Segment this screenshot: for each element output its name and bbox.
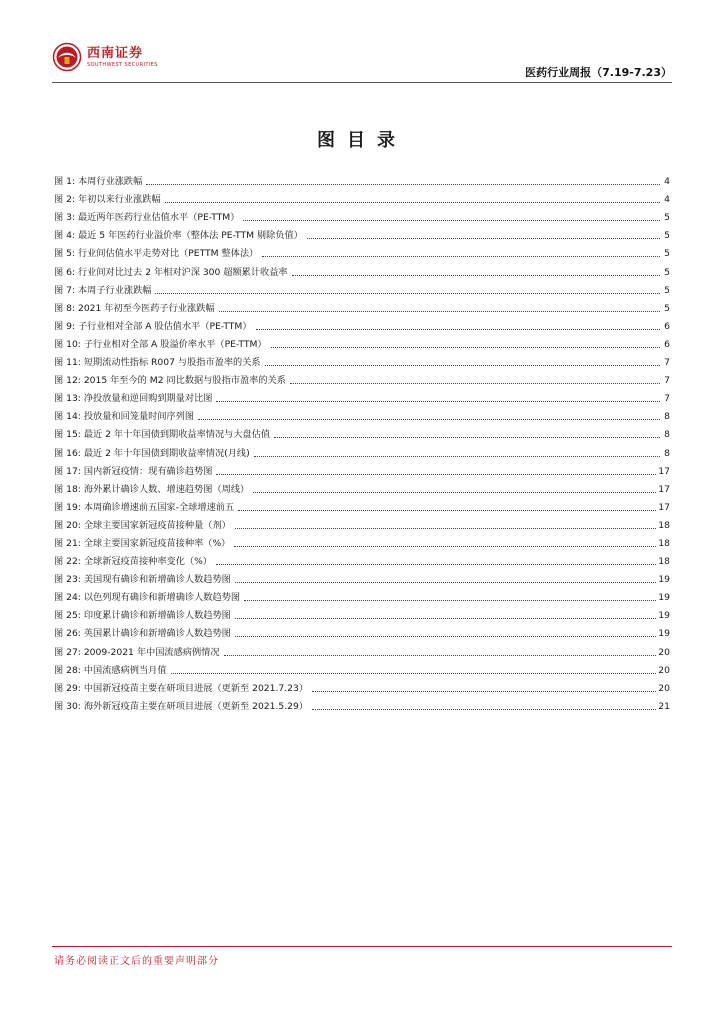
toc-entry[interactable]: [54, 568, 670, 586]
toc-dot-leader: [216, 474, 656, 475]
toc-dot-leader: [253, 492, 656, 493]
toc-dot-leader: [165, 202, 660, 203]
toc-entry[interactable]: [54, 604, 670, 622]
toc-entry-page-number[interactable]: 5: [664, 284, 670, 296]
toc-dot-leader: [254, 456, 660, 457]
toc-entry-label[interactable]: 图 2: 年初以来行业涨跌幅: [54, 194, 161, 206]
toc-entry-page-number[interactable]: 8: [664, 411, 670, 423]
toc-title: 图目录: [317, 130, 407, 151]
toc-dot-leader: [234, 546, 656, 547]
toc-entry[interactable]: [54, 423, 670, 441]
toc-entry-page-number[interactable]: 19: [658, 574, 670, 586]
toc-entry-page-number[interactable]: 7: [664, 357, 670, 369]
toc-entry-page-number[interactable]: 17: [658, 483, 670, 495]
logo-english-name: SOUTHWEST SECURITIES: [87, 61, 158, 68]
toc-entry[interactable]: [54, 478, 670, 496]
toc-entry-page-number[interactable]: 6: [664, 338, 670, 350]
toc-dot-leader: [243, 220, 660, 221]
toc-entry-page-number[interactable]: 18: [658, 519, 670, 531]
toc-dot-leader: [292, 275, 660, 276]
toc-dot-leader: [219, 311, 660, 312]
toc-entry-label[interactable]: 图 10: 子行业相对全部 A 股溢价率水平（PE-TTM）: [54, 338, 267, 350]
toc-dot-leader: [307, 238, 660, 239]
toc-entry-page-number[interactable]: 17: [658, 465, 670, 477]
toc-entry[interactable]: [54, 224, 670, 242]
toc-entry-label[interactable]: 图 15: 最近 2 年十年国债到期收益率情况与大盘估值: [54, 429, 271, 441]
toc-entry-label[interactable]: 图 3: 最近两年医药行业估值水平（PE-TTM）: [54, 212, 240, 224]
toc-entry-page-number[interactable]: 5: [664, 302, 670, 314]
toc-entry-label[interactable]: 图 6: 行业间对比过去 2 年相对沪深 300 超额累计收益率: [54, 266, 288, 278]
toc-dot-leader: [312, 709, 656, 710]
toc-entry[interactable]: [54, 242, 670, 260]
header-divider: [52, 82, 672, 83]
toc-entry-label[interactable]: 图 25: 印度累计确诊和新增确诊人数趋势图: [54, 610, 231, 622]
toc-entry-page-number[interactable]: 20: [658, 664, 670, 676]
toc-dot-leader: [312, 691, 656, 692]
toc-entry-page-number[interactable]: 6: [664, 320, 670, 332]
toc-entry-label[interactable]: 图 16: 最近 2 年十年国债到期收益率情况(月线): [54, 447, 250, 459]
toc-dot-leader: [238, 510, 656, 511]
toc-entry-label[interactable]: 图 17: 国内新冠疫情：现有确诊趋势图: [54, 465, 213, 477]
toc-entry-page-number[interactable]: 8: [664, 429, 670, 441]
toc-dot-leader: [274, 437, 660, 438]
toc-entry[interactable]: [54, 333, 670, 351]
toc-entry-label[interactable]: 图 23: 美国现有确诊和新增确诊人数趋势图: [54, 574, 231, 586]
toc-dot-leader: [198, 419, 660, 420]
toc-entry-page-number[interactable]: 18: [658, 537, 670, 549]
toc-entry[interactable]: [54, 351, 670, 369]
toc-entry-label[interactable]: 图 28: 中国流感病例当月值: [54, 664, 167, 676]
toc-dot-leader: [146, 184, 660, 185]
toc-entry-label[interactable]: 图 14: 投放量和回笼量时间序列图: [54, 411, 195, 423]
toc-dot-leader: [244, 600, 656, 601]
toc-entry-label[interactable]: 图 5: 行业间估值水平走势对比（PETTM 整体法）: [54, 248, 259, 260]
toc-entry-label[interactable]: 图 9: 子行业相对全部 A 股估值水平（PE-TTM）: [54, 320, 252, 332]
toc-entry-page-number[interactable]: 5: [664, 266, 670, 278]
toc-entry-page-number[interactable]: 19: [658, 610, 670, 622]
page-header: [52, 40, 672, 84]
toc-dot-leader: [256, 329, 660, 330]
toc-dot-leader: [235, 582, 656, 583]
toc-dot-leader: [235, 618, 656, 619]
toc-entry-page-number[interactable]: 4: [664, 194, 670, 206]
logo-chinese-name: 西南证券: [87, 45, 144, 61]
toc-entry[interactable]: [54, 315, 670, 333]
toc-entry-label[interactable]: 图 22: 全球新冠疫苗接种率变化（%）: [54, 556, 212, 568]
toc-entry[interactable]: [54, 279, 670, 297]
toc-entry-page-number[interactable]: 20: [658, 646, 670, 658]
toc-entry[interactable]: [54, 297, 670, 315]
toc-entry[interactable]: [54, 550, 670, 568]
toc-entry[interactable]: [54, 260, 670, 278]
toc-entry-label[interactable]: 图 7: 本周子行业涨跌幅: [54, 284, 152, 296]
toc-entry-label[interactable]: 图 30: 海外新冠疫苗主要在研项目进展（更新至 2021.5.29）: [54, 700, 309, 712]
toc-entry-label[interactable]: 图 27: 2009-2021 年中国流感病例情况: [54, 646, 220, 658]
toc-entry-label[interactable]: 图 20: 全球主要国家新冠疫苗接种量（剂）: [54, 519, 231, 531]
logo-emblem-icon: [52, 42, 82, 72]
toc-entry-label[interactable]: 图 8: 2021 年初至今医药子行业涨跌幅: [54, 302, 215, 314]
toc-entry-page-number[interactable]: 5: [664, 248, 670, 260]
toc-entry[interactable]: [54, 188, 670, 206]
toc-entry[interactable]: [54, 695, 670, 713]
toc-dot-leader: [216, 564, 656, 565]
toc-entry[interactable]: [54, 640, 670, 658]
toc-entry-page-number[interactable]: 4: [664, 176, 670, 188]
toc-entry-label[interactable]: 图 24: 以色列现有确诊和新增确诊人数趋势图: [54, 592, 241, 604]
toc-entry-page-number[interactable]: 19: [658, 592, 670, 604]
toc-entry[interactable]: [54, 206, 670, 224]
company-logo: [52, 42, 158, 72]
toc-entry-page-number[interactable]: 20: [658, 682, 670, 694]
toc-entry[interactable]: [54, 677, 670, 695]
toc-entry-page-number[interactable]: 21: [658, 700, 670, 712]
footer-disclaimer-notice: 请务必阅读正文后的重要声明部分: [54, 956, 219, 967]
toc-entry-label[interactable]: 图 21: 全球主要国家新冠疫苗接种率（%）: [54, 537, 231, 549]
toc-entry[interactable]: [54, 622, 670, 640]
toc-entry-label[interactable]: 图 12: 2015 年至今的 M2 同比数据与股指市盈率的关系: [54, 375, 286, 387]
toc-entry[interactable]: [54, 532, 670, 550]
toc-entry-label[interactable]: 图 13: 净投放量和逆回购到期量对比图: [54, 393, 213, 405]
toc-entry[interactable]: [54, 369, 670, 387]
toc-entry-label[interactable]: 图 19: 本周确诊增速前五国家-全球增速前五: [54, 501, 235, 513]
toc-entry-page-number[interactable]: 19: [658, 628, 670, 640]
toc-dot-leader: [224, 655, 657, 656]
toc-entry-page-number[interactable]: 17: [658, 501, 670, 513]
toc-entry-label[interactable]: 图 11: 短期流动性指标 R007 与股指市盈率的关系: [54, 357, 261, 369]
toc-entry[interactable]: [54, 514, 670, 532]
toc-entry-page-number[interactable]: 7: [664, 375, 670, 387]
toc-entry[interactable]: [54, 460, 670, 478]
toc-entry[interactable]: [54, 441, 670, 459]
toc-entry-page-number[interactable]: 5: [664, 212, 670, 224]
toc-entry[interactable]: [54, 659, 670, 677]
toc-dot-leader: [290, 383, 660, 384]
toc-dot-leader: [262, 256, 660, 257]
figure-table-of-contents: [54, 170, 670, 713]
toc-entry[interactable]: [54, 387, 670, 405]
toc-entry[interactable]: [54, 496, 670, 514]
toc-dot-leader: [216, 401, 660, 402]
toc-entry-label[interactable]: 图 18: 海外累计确诊人数、增速趋势图（周线）: [54, 483, 250, 495]
toc-entry-label[interactable]: 图 4: 最近 5 年医药行业溢价率（整体法 PE-TTM 剔除负值）: [54, 230, 303, 242]
toc-entry[interactable]: [54, 405, 670, 423]
toc-entry-page-number[interactable]: 7: [664, 393, 670, 405]
footer-divider: [52, 946, 672, 947]
toc-entry-page-number[interactable]: 8: [664, 447, 670, 459]
toc-entry-page-number[interactable]: 18: [658, 556, 670, 568]
toc-entry-page-number[interactable]: 5: [664, 230, 670, 242]
toc-entry-label[interactable]: 图 1: 本周行业涨跌幅: [54, 176, 143, 188]
toc-dot-leader: [271, 347, 660, 348]
toc-dot-leader: [265, 365, 660, 366]
toc-dot-leader: [155, 293, 660, 294]
toc-dot-leader: [235, 636, 656, 637]
toc-entry-label[interactable]: 图 26: 英国累计确诊和新增确诊人数趋势图: [54, 628, 231, 640]
toc-entry[interactable]: [54, 586, 670, 604]
toc-dot-leader: [235, 528, 656, 529]
report-title: 医药行业周报（7.19-7.23）: [525, 66, 672, 79]
toc-entry-label[interactable]: 图 29: 中国新冠疫苗主要在研项目进展（更新至 2021.7.23）: [54, 682, 309, 694]
toc-entry[interactable]: [54, 170, 670, 188]
toc-dot-leader: [171, 673, 657, 674]
